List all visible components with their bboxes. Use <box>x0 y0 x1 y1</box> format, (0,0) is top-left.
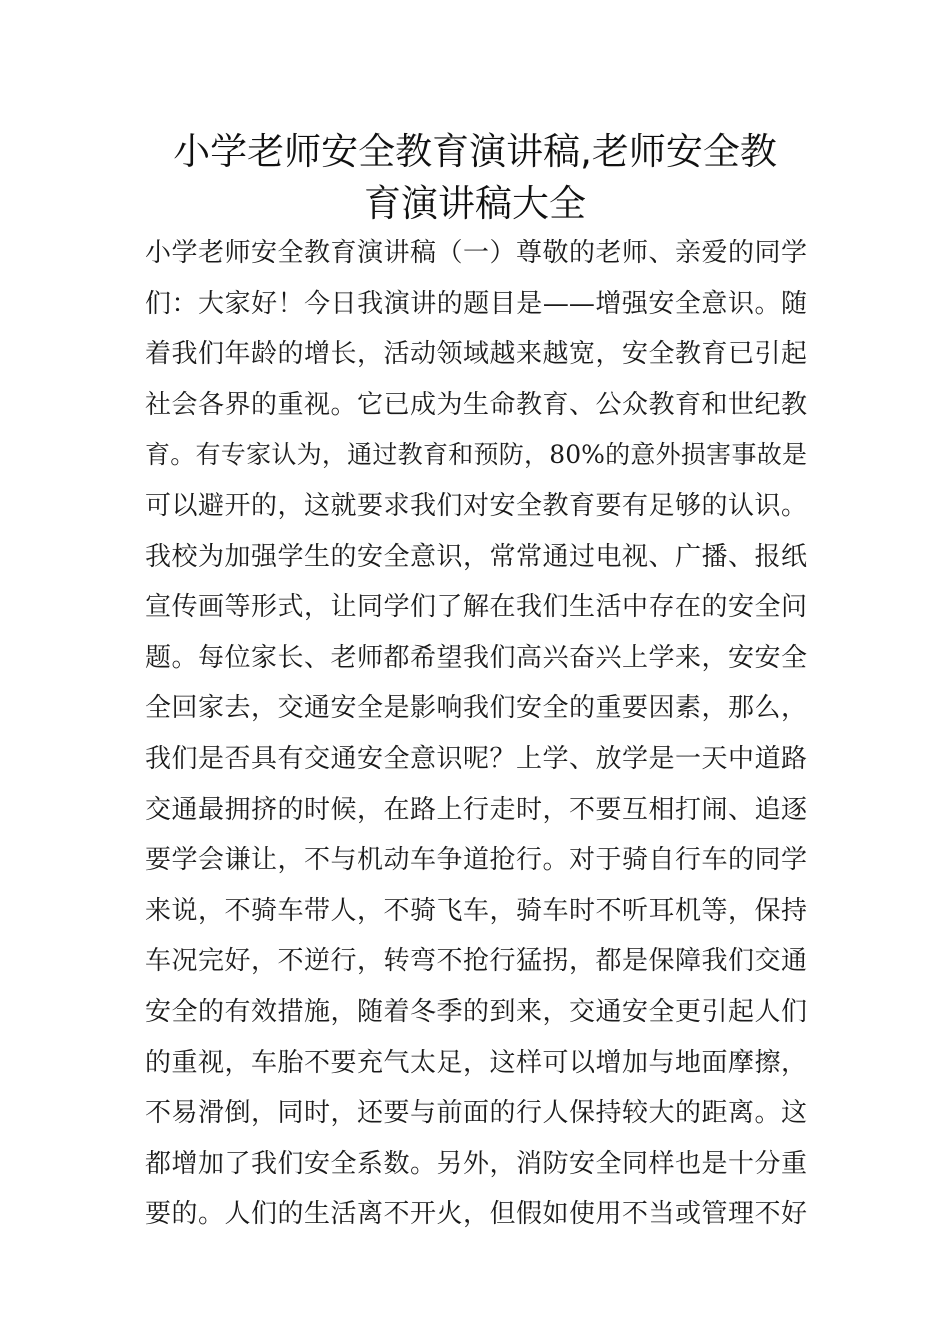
body-line: 我们是否具有交通安全意识呢？上学、放学是一天中道路 <box>145 743 807 774</box>
document-title <box>140 126 810 230</box>
body-line: 小学老师安全教育演讲稿（一）尊敬的老师、亲爱的同学 <box>145 238 807 268</box>
body-line: 不易滑倒，同时，还要与前面的行人保持较大的距离。这 <box>145 1098 807 1129</box>
body-line: 都增加了我们安全系数。另外，消防安全同样也是十分重 <box>145 1148 807 1179</box>
title-line-2: 育演讲稿大全 <box>364 182 586 225</box>
body-line: 要学会谦让，不与机动车争道抢行。对于骑自行车的同学 <box>145 845 807 876</box>
title-line-1: 小学老师安全教育演讲稿,老师安全教 <box>173 130 777 173</box>
body-line: 可以避开的，这就要求我们对安全教育要有足够的认识。 <box>145 490 807 521</box>
document-body <box>145 228 807 1240</box>
body-line: 来说，不骑车带人，不骑飞车，骑车时不听耳机等，保持 <box>145 895 807 926</box>
body-line: 车况完好，不逆行，转弯不抢行猛拐，都是保障我们交通 <box>145 946 807 977</box>
body-line: 育。有专家认为，通过教育和预防，80%的意外损害事故是 <box>145 440 807 470</box>
body-line: 要的。人们的生活离不开火，但假如使用不当或管理不好 <box>145 1199 807 1230</box>
body-line: 宣传画等形式，让同学们了解在我们生活中存在的安全问 <box>145 592 807 623</box>
body-line: 交通最拥挤的时候，在路上行走时，不要互相打闹、追逐 <box>145 794 807 825</box>
body-line: 们：大家好！今日我演讲的题目是——增强安全意识。随 <box>145 288 807 319</box>
body-line: 我校为加强学生的安全意识，常常通过电视、广播、报纸 <box>145 541 807 572</box>
body-line: 题。每位家长、老师都希望我们高兴奋兴上学来，安安全 <box>145 642 807 673</box>
body-line: 社会各界的重视。它已成为生命教育、公众教育和世纪教 <box>145 389 807 420</box>
body-line: 的重视，车胎不要充气太足，这样可以增加与地面摩擦， <box>145 1047 807 1078</box>
body-line: 着我们年龄的增长，活动领域越来越宽，安全教育已引起 <box>145 339 807 370</box>
body-line: 全回家去，交通安全是影响我们安全的重要因素，那么， <box>145 693 807 724</box>
body-line: 安全的有效措施，随着冬季的到来，交通安全更引起人们 <box>145 996 807 1027</box>
